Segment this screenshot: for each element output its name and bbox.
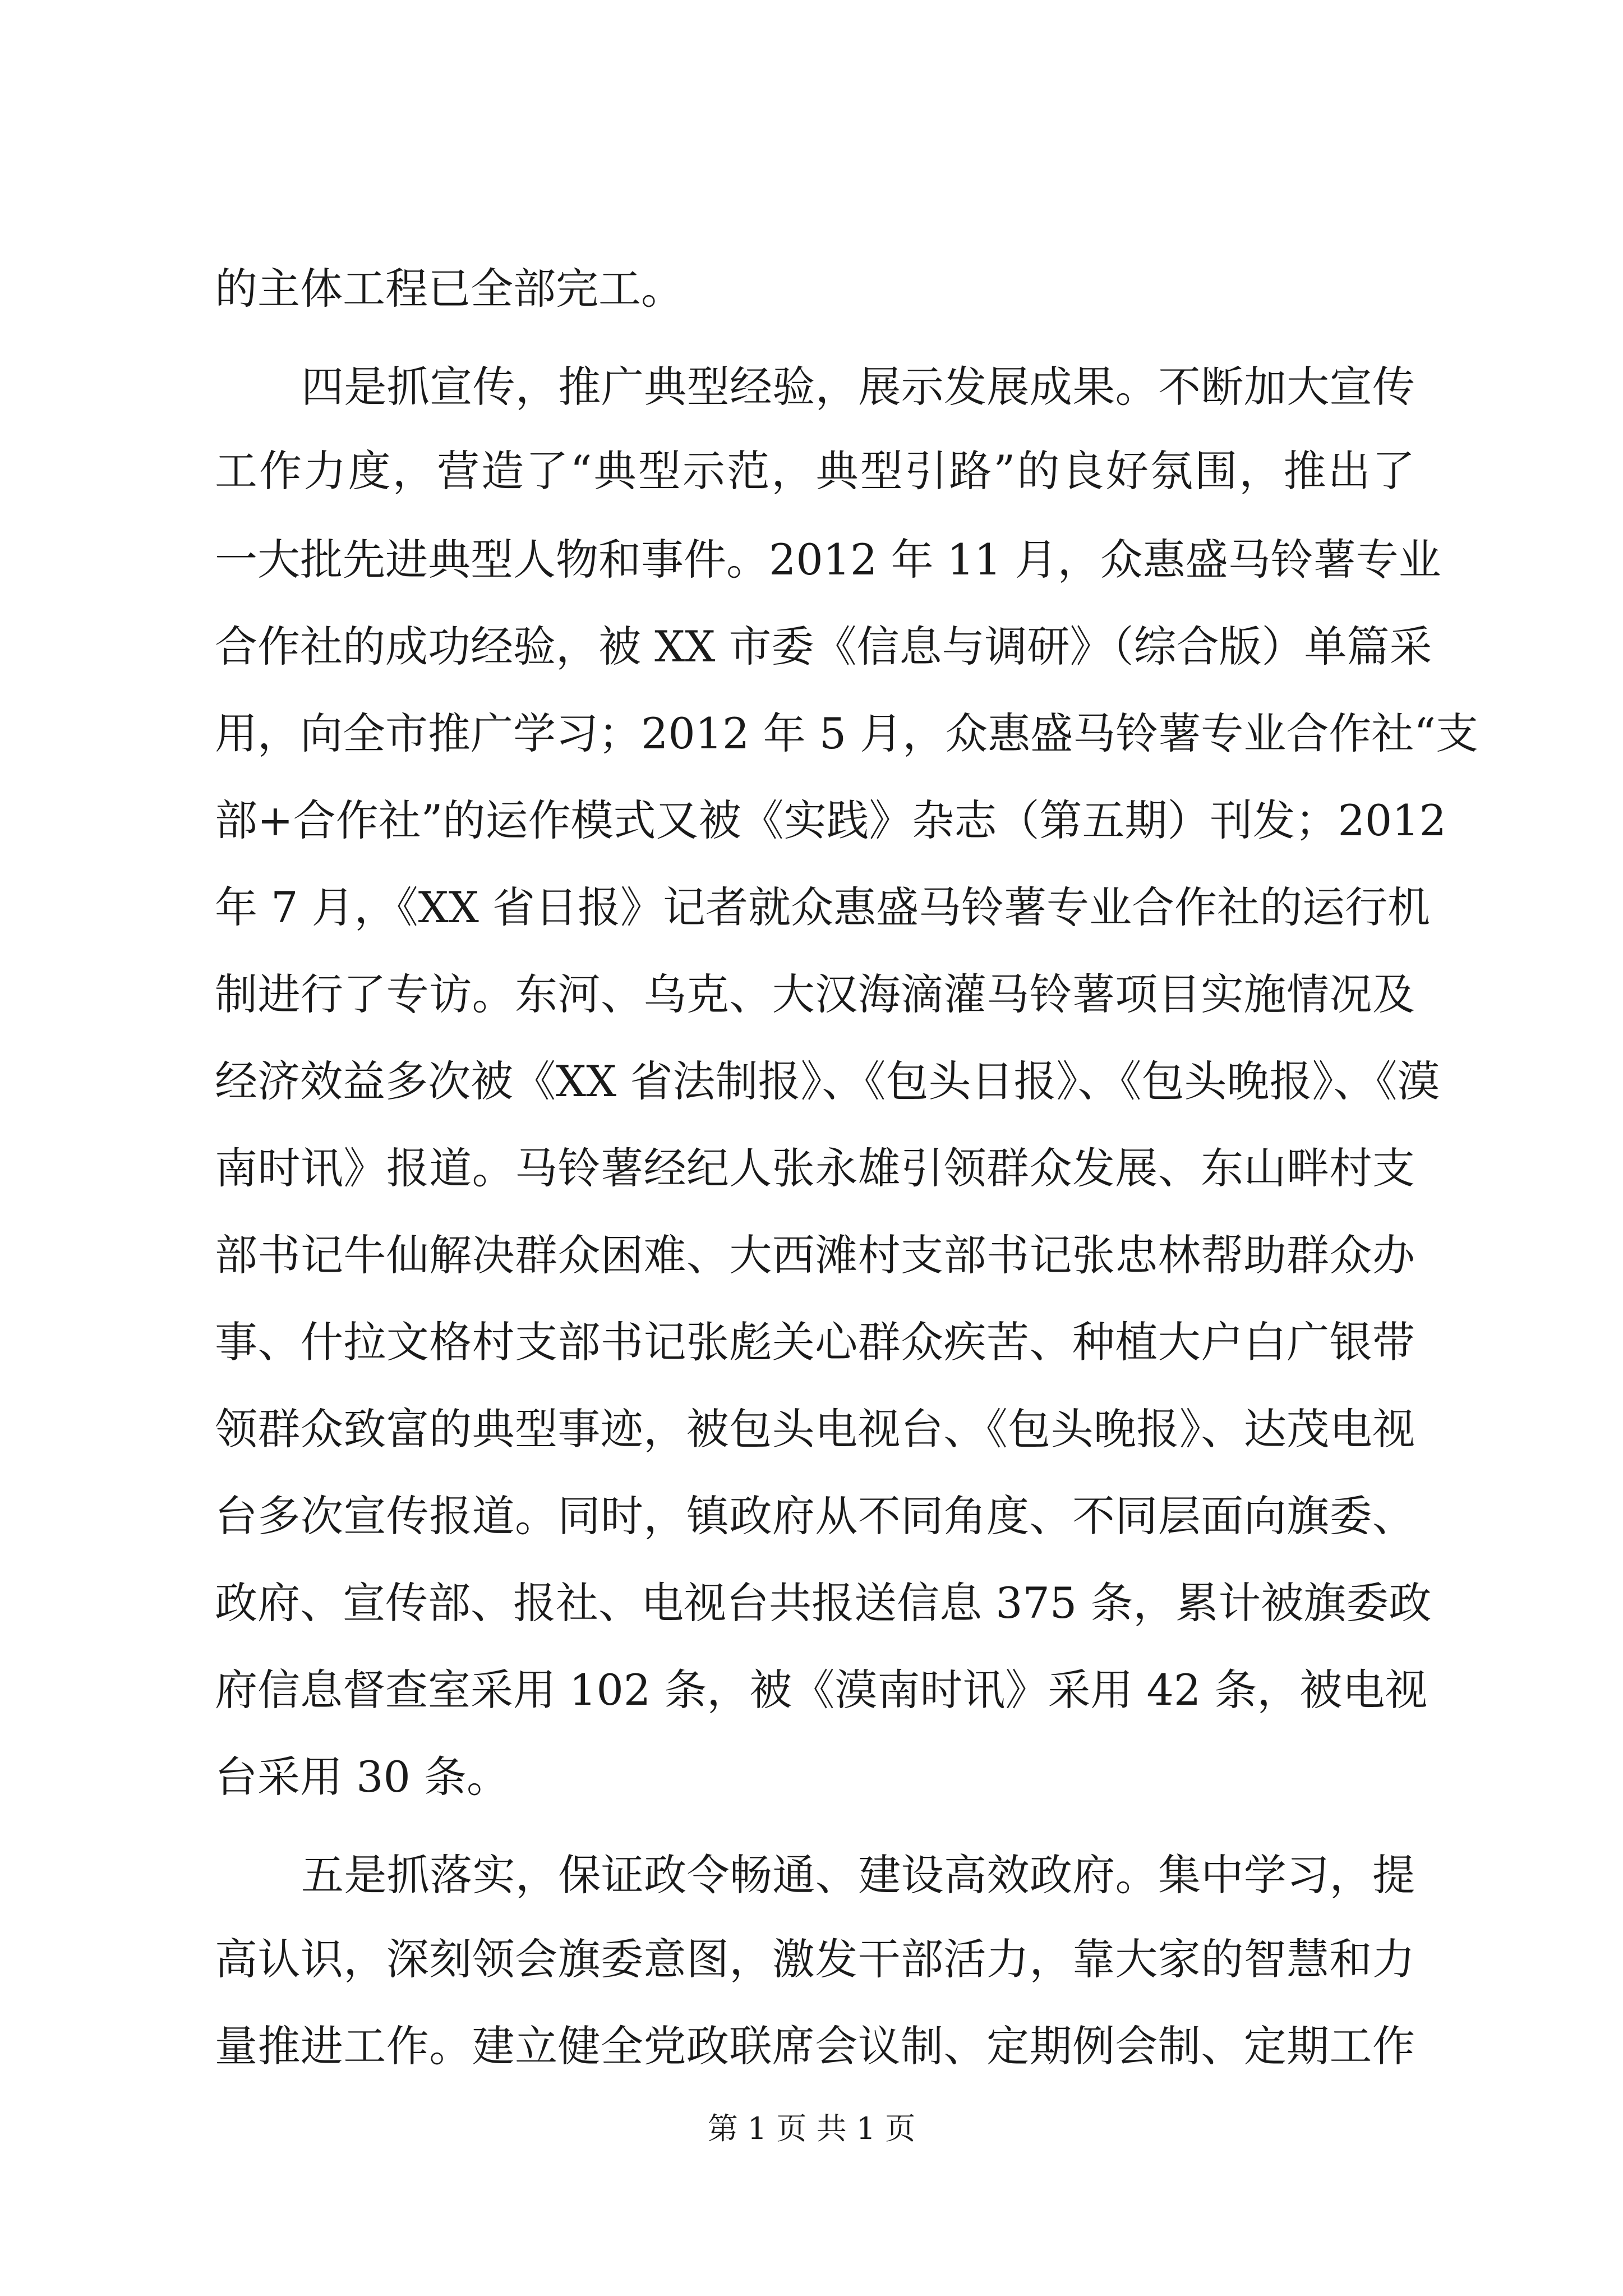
text-line: 经济效益多次被《XX 省法制报》、《包头日报》、《包头晚报》、《漠: [215, 1056, 1440, 1106]
text-line: 领群众致富的典型事迹，被包头电视台、《包头晚报》、达茂电视: [215, 1404, 1415, 1454]
text-line: 部+合作社”的运作模式又被《实践》杂志（第五期）刊发；2012: [215, 795, 1446, 845]
text-line: 南时讯》报道。马铃薯经纪人张永雄引领群众发展、东山畔村支: [215, 1143, 1415, 1193]
text-line: 五是抓落实，保证政令畅通、建设高效政府。集中学习，提: [301, 1850, 1415, 1900]
text-line: 用，向全市推广学习；2012 年 5 月，众惠盛马铃薯专业合作社“支: [215, 708, 1479, 758]
page-footer: 第 1 页 共 1 页: [707, 2111, 916, 2146]
text-line: 政府、宣传部、报社、电视台共报送信息 375 条，累计被旗委政: [215, 1578, 1432, 1628]
text-line: 的主体工程已全部完工。: [215, 264, 684, 314]
text-line: 年 7 月，《XX 省日报》记者就众惠盛马铃薯专业合作社的运行机: [215, 882, 1431, 932]
text-line: 府信息督查室采用 102 条，被《漠南时讯》采用 42 条，被电视: [215, 1665, 1428, 1715]
text-line: 部书记牛仙解决群众困难、大西滩村支部书记张忠林帮助群众办: [215, 1230, 1415, 1280]
text-line: 高认识，深刻领会旗委意图，激发干部活力，靠大家的智慧和力: [215, 1934, 1415, 1984]
text-line: 合作社的成功经验，被 XX 市委《信息与调研》（综合版）单篇采: [215, 622, 1432, 671]
text-line: 制进行了专访。东河、乌克、大汉海滴灌马铃薯项目实施情况及: [215, 969, 1415, 1019]
text-line: 量推进工作。建立健全党政联席会议制、定期例会制、定期工作: [215, 2021, 1415, 2071]
text-line: 台多次宣传报道。同时，镇政府从不同角度、不同层面向旗委、: [215, 1491, 1415, 1541]
text-line: 台采用 30 条。: [215, 1752, 510, 1802]
text-line: 四是抓宣传，推广典型经验，展示发展成果。不断加大宣传: [301, 362, 1415, 412]
text-line: 工作力度，营造了“典型示范，典型引路”的良好氛围，推出了: [215, 446, 1415, 496]
text-line: 事、什拉文格村支部书记张彪关心群众疾苦、种植大户白广银带: [215, 1317, 1415, 1367]
text-line: 一大批先进典型人物和事件。2012 年 11 月，众惠盛马铃薯专业: [215, 535, 1441, 585]
